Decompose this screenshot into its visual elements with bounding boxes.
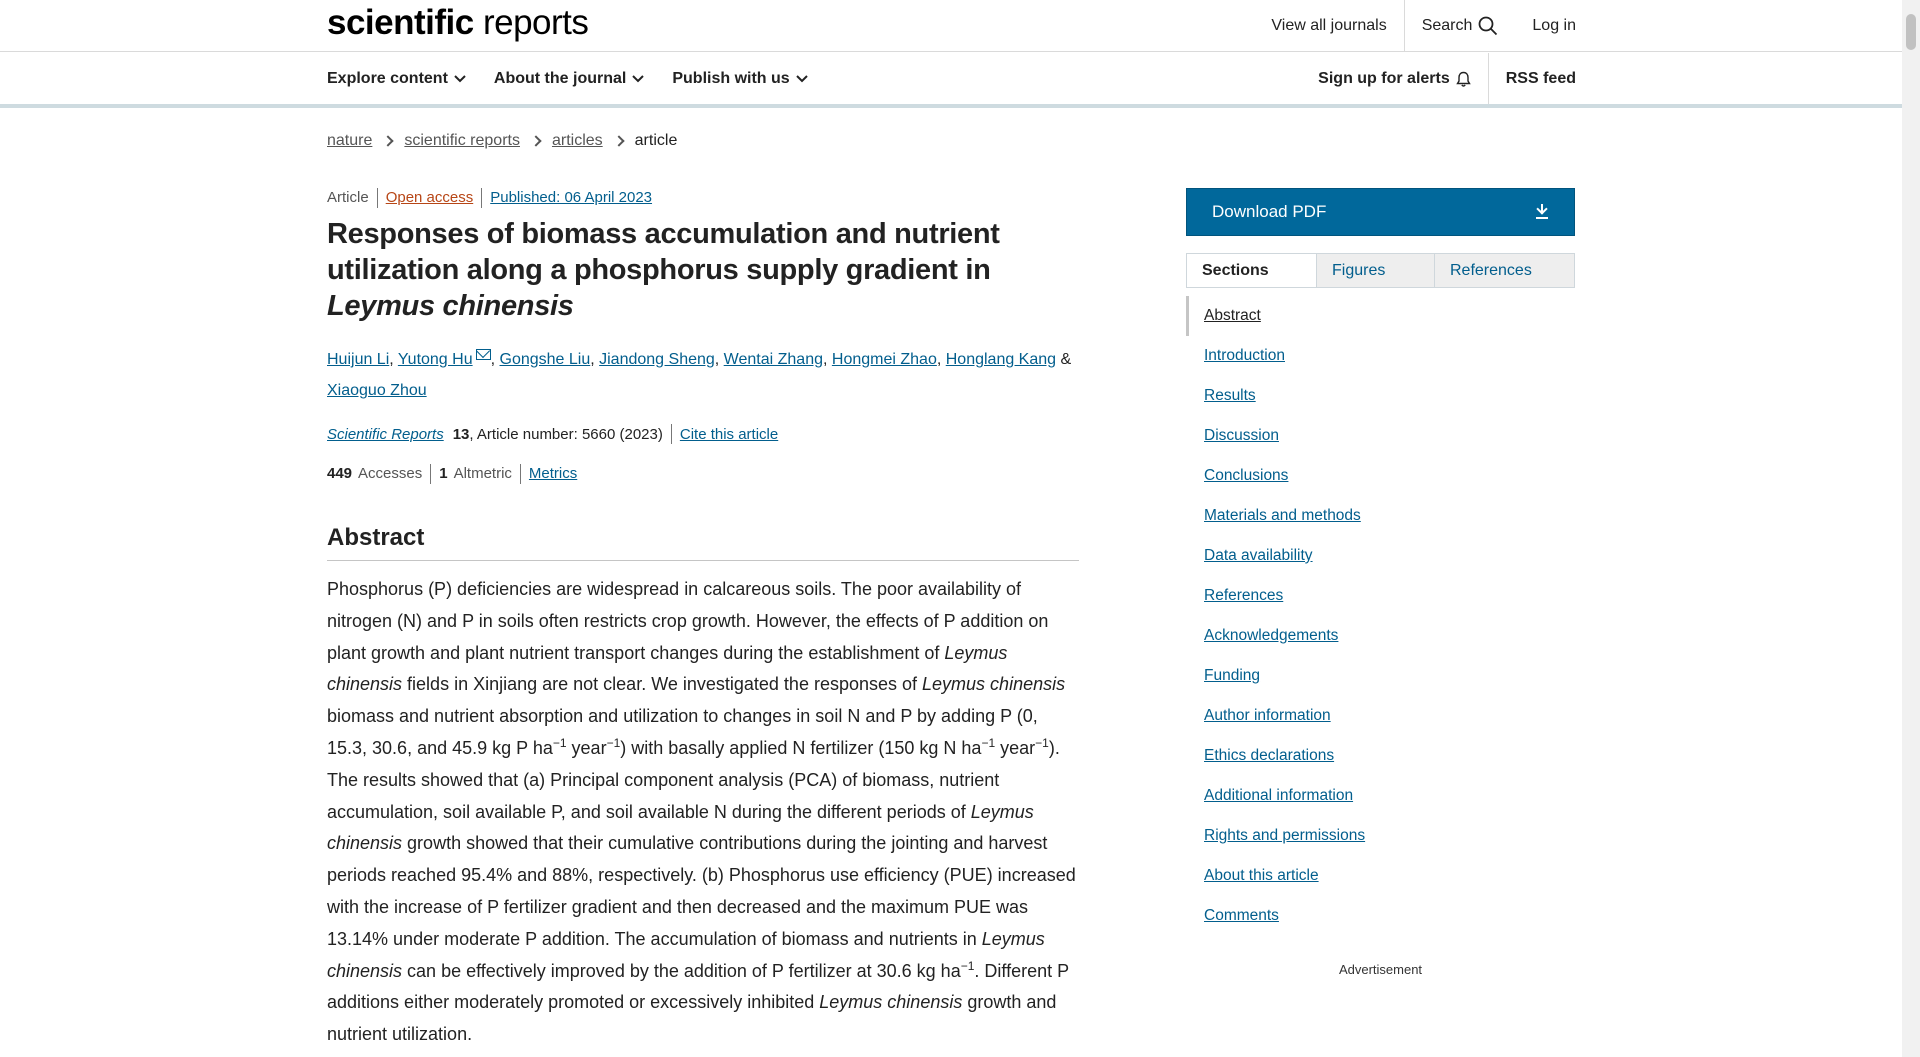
- section-link-funding[interactable]: Funding: [1204, 667, 1261, 684]
- author-list: Huijun Li, Yutong Hu , Gongshe Liu, Jiandong Sheng, Wentai Zhang, Hongmei Zhao, Honglang Kang & Xiaoguo Zhou: [327, 351, 1076, 399]
- sections-list: [1186, 296, 1575, 936]
- journal-info: [327, 424, 778, 444]
- section-item: [1186, 816, 1575, 856]
- breadcrumb-scientific-reports[interactable]: scientific reports: [404, 132, 520, 149]
- open-access-link[interactable]: Open access: [385, 189, 474, 206]
- section-link-introduction[interactable]: Introduction: [1204, 347, 1285, 364]
- section-item: [1186, 856, 1575, 896]
- breadcrumb-nature[interactable]: nature: [327, 132, 373, 149]
- abstract-heading: Abstract: [327, 524, 1079, 561]
- altmetric-label: Altmetric: [453, 465, 512, 482]
- accesses-label: Accesses: [358, 465, 423, 482]
- article-title: Responses of biomass accumulation and nutrient utilization along a phosphorus supply gradient in Leymus chinensis: [327, 218, 1000, 322]
- section-link-acknowledgements[interactable]: Acknowledgements: [1204, 627, 1339, 644]
- mail-icon[interactable]: [476, 349, 491, 360]
- scrollbar-thumb[interactable]: [1906, 14, 1916, 50]
- chevron-right-icon: [613, 135, 624, 146]
- volume: 13: [452, 425, 470, 443]
- tab-figures[interactable]: Figures: [1316, 254, 1434, 287]
- author-link[interactable]: Jiandong Sheng: [599, 351, 715, 368]
- journal-link[interactable]: Scientific Reports: [327, 425, 444, 443]
- cite-article-link[interactable]: Cite this article: [679, 425, 779, 443]
- breadcrumb: [327, 132, 677, 150]
- section-link-comments[interactable]: Comments: [1204, 907, 1279, 924]
- chevron-right-icon: [383, 135, 394, 146]
- section-link-about-article[interactable]: About this article: [1204, 867, 1319, 884]
- top-links: [1254, 0, 1576, 52]
- breadcrumb-current: article: [634, 132, 678, 149]
- chevron-down-icon: [454, 75, 466, 83]
- section-item: [1186, 656, 1575, 696]
- search-button[interactable]: Search: [1405, 0, 1516, 52]
- download-icon: [1535, 204, 1549, 220]
- author-link[interactable]: Gongshe Liu: [499, 351, 591, 368]
- section-item: [1186, 496, 1575, 536]
- section-item: [1186, 896, 1575, 936]
- scrollbar[interactable]: [1902, 0, 1920, 1057]
- section-link-additional-information[interactable]: Additional information: [1204, 787, 1354, 804]
- author-link[interactable]: Honglang Kang: [945, 351, 1057, 368]
- section-link-discussion[interactable]: Discussion: [1204, 427, 1279, 444]
- article-type: Article: [327, 189, 369, 206]
- main-nav: [0, 53, 1902, 108]
- chevron-right-icon: [530, 135, 541, 146]
- sign-up-alerts-button[interactable]: Sign up for alerts: [1301, 53, 1488, 104]
- section-item: [1186, 696, 1575, 736]
- section-item: [1186, 536, 1575, 576]
- site-logo[interactable]: scientific reports: [327, 3, 589, 42]
- chevron-down-icon: [632, 75, 644, 83]
- chevron-down-icon: [796, 75, 808, 83]
- article-metrics: [327, 464, 585, 484]
- section-link-ethics-declarations[interactable]: Ethics declarations: [1204, 747, 1335, 764]
- section-item: [1186, 576, 1575, 616]
- nav-explore-content[interactable]: Explore content: [327, 70, 466, 88]
- section-item: [1186, 776, 1575, 816]
- search-icon: [1478, 16, 1498, 36]
- section-link-conclusions[interactable]: Conclusions: [1204, 467, 1289, 484]
- section-item: [1186, 376, 1575, 416]
- author-link[interactable]: Xiaoguo Zhou: [327, 382, 427, 399]
- section-link-references[interactable]: References: [1204, 587, 1284, 604]
- breadcrumb-articles[interactable]: articles: [551, 132, 603, 149]
- section-link-abstract[interactable]: Abstract: [1204, 307, 1261, 324]
- top-header: [0, 0, 1902, 52]
- abstract-text: Phosphorus (P) deficiencies are widespread in calcareous soils. The poor availability of nitrogen (N) and P in soils often restricts crop growth. However, the effects of P addition on plant growth and plant nutrient transport changes during the establishment of Leymus chinensis fields in Xinjiang are not clear. We investigated the responses of Leymus chinensis biomass and nutrient absorption and utilization to changes in soil N and P by adding P (0, 15.3, 30.6, and 45.9 kg P $ha^{-1}$ year$^{-1}$) with basally applied N fertilizer (150 kg N $ha^{-1}$ year$^{-1}$). The results showed that (a) Principal component analysis (PCA) of biomass, nutrient accumulation, soil available P, and soil available N during the different periods of Leymus chinensis growth showed that their cumulative contributions during the jointing and harvest periods reached 95.4% and 88%, respectively. (b) Phosphorus use efficiency (PUE) increased with the increase of P fertilizer gradient and then decreased and the maximum PUE was 13.14% under moderate P addition. The accumulation of biomass and nutrients in Leymus chinensis can be effectively improved by the addition of P fertilizer at 30.6 kg $ha^{-1}$. Different P additions either moderately promoted or excessively inhibited Leymus chinensis growth and nutrient utilization.: [327, 579, 1076, 1045]
- section-link-results[interactable]: Results: [1204, 387, 1256, 404]
- section-item: [1186, 616, 1575, 656]
- accesses-count: 449: [327, 465, 353, 482]
- sidebar-tabs: [1186, 253, 1575, 288]
- section-link-author-information[interactable]: Author information: [1204, 707, 1331, 724]
- published-date-link[interactable]: Published: 06 April 2023: [490, 189, 653, 206]
- article-number: , Article number: 5660 (2023): [469, 425, 663, 443]
- nav-about-journal[interactable]: About the journal: [494, 70, 644, 88]
- advertisement-label: Advertisement: [1338, 962, 1423, 977]
- tab-references[interactable]: References: [1434, 254, 1574, 287]
- section-item: [1186, 416, 1575, 456]
- author-link[interactable]: Hongmei Zhao: [831, 351, 937, 368]
- rss-feed-link[interactable]: RSS feed: [1505, 69, 1576, 87]
- author-link[interactable]: Huijun Li: [327, 351, 390, 368]
- bell-icon: [1456, 71, 1471, 87]
- section-item: [1186, 336, 1575, 376]
- section-link-rights-permissions[interactable]: Rights and permissions: [1204, 827, 1366, 844]
- section-item: [1186, 296, 1575, 336]
- nav-publish-with-us[interactable]: Publish with us: [672, 70, 807, 88]
- altmetric-count: 1: [439, 465, 448, 482]
- section-link-data-availability[interactable]: Data availability: [1204, 547, 1313, 564]
- login-link[interactable]: Log in: [1532, 17, 1576, 34]
- author-link[interactable]: Yutong Hu: [397, 351, 473, 368]
- tab-sections[interactable]: Sections: [1187, 254, 1316, 287]
- download-pdf-button[interactable]: Download PDF: [1186, 188, 1575, 236]
- article-meta: [327, 188, 660, 208]
- section-item: [1186, 736, 1575, 776]
- section-link-materials-methods[interactable]: Materials and methods: [1204, 507, 1361, 524]
- section-item: [1186, 456, 1575, 496]
- metrics-link[interactable]: Metrics: [528, 465, 578, 482]
- author-link[interactable]: Wentai Zhang: [723, 351, 823, 368]
- view-all-journals-link[interactable]: View all journals: [1271, 17, 1387, 34]
